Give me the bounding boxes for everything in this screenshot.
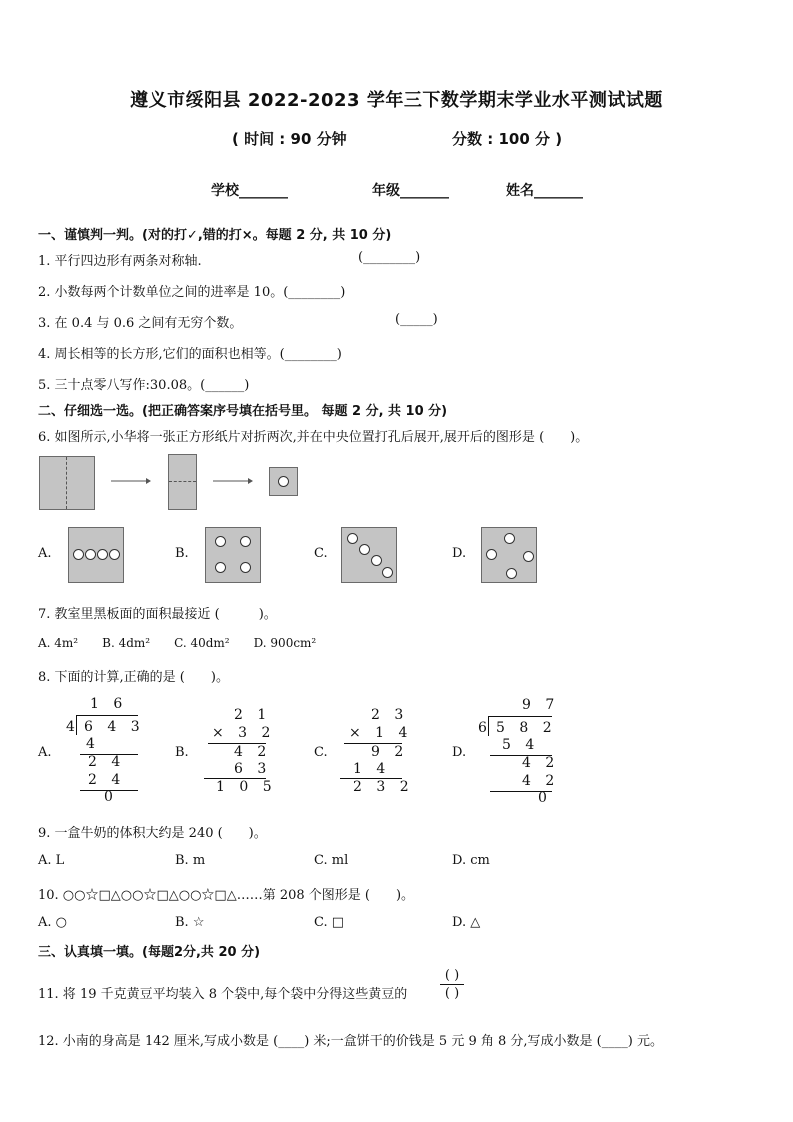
page-title: 遵义市绥阳县 2022-2023 学年三下数学期末学业水平测试试题: [130, 90, 663, 111]
name-field[interactable]: 姓名_______: [506, 183, 583, 199]
section-1-heading: 一、谨慎判一判。(对的打✓,错的打×。每题 2 分, 共 10 分): [38, 228, 392, 243]
grade-field[interactable]: 年级_______: [372, 183, 449, 199]
fraction-numerator[interactable]: ( ): [444, 968, 460, 983]
q6-option-d-figure: [481, 527, 537, 583]
school-field[interactable]: 学校_______: [211, 183, 288, 199]
question-3: 3. 在 0.4 与 0.6 之间有无穷个数。: [38, 316, 243, 331]
exam-score: 分数 : 100 分 ): [452, 130, 563, 148]
question-12: 12. 小南的身高是 142 厘米,写成小数是 (____) 米;一盒饼干的价钱是 5 元 9 角 8 分,写成小数是 (____) 元。: [38, 1034, 663, 1049]
fraction-blank[interactable]: [440, 968, 464, 1001]
q6-option-c[interactable]: C.: [314, 546, 328, 561]
question-1: 1. 平行四边形有两条对称轴.: [38, 254, 202, 269]
fraction-denominator[interactable]: ( ): [444, 986, 460, 1001]
q6-option-d[interactable]: D.: [452, 546, 467, 561]
q10-option-c[interactable]: C. □: [314, 915, 345, 930]
q9-option-c[interactable]: C. ml: [314, 853, 349, 868]
question-7: 7. 教室里黑板面的面积最接近 ( )。: [38, 607, 277, 622]
question-6: 6. 如图所示,小华将一张正方形纸片对折两次,并在中央位置打孔后展开,展开后的图形是 ( )。: [38, 430, 589, 445]
question-4: 4. 周长相等的长方形,它们的面积也相等。(________): [38, 347, 342, 362]
question-5: 5. 三十点零八写作:30.08。(______): [38, 378, 250, 393]
q9-option-d[interactable]: D. cm: [452, 853, 490, 868]
q9-option-b[interactable]: B. m: [175, 853, 206, 868]
arrow-right-icon: [110, 476, 152, 486]
question-8: 8. 下面的计算,正确的是 ( )。: [38, 670, 229, 685]
exam-time: ( 时间 : 90 分钟: [232, 130, 347, 148]
q10-option-d[interactable]: D. △: [452, 915, 481, 930]
q8-option-a[interactable]: A.: [38, 745, 52, 760]
q6-option-b[interactable]: B.: [175, 546, 189, 561]
q9-option-a[interactable]: A. L: [38, 853, 65, 868]
q8-option-b[interactable]: B.: [175, 745, 189, 760]
arrow-right-icon: [212, 476, 254, 486]
folded-once-figure: [168, 454, 197, 510]
question-11: 11. 将 19 千克黄豆平均装入 8 个袋中,每个袋中分得这些黄豆的: [38, 987, 408, 1002]
answer-blank-1[interactable]: (________): [358, 250, 421, 265]
q6-option-a[interactable]: A.: [38, 546, 52, 561]
q6-option-c-figure: [341, 527, 397, 583]
q10-option-a[interactable]: A. ○: [38, 915, 67, 930]
q6-option-b-figure: [205, 527, 261, 583]
square-paper-figure: [39, 456, 95, 510]
folded-twice-figure: [269, 467, 298, 496]
section-3-heading: 三、认真填一填。(每题2分,共 20 分): [38, 945, 261, 960]
q8-option-d[interactable]: D.: [452, 745, 467, 760]
q6-option-a-figure: [68, 527, 124, 583]
question-10: 10. ○○☆□△○○☆□△○○☆□△……第 208 个图形是 ( )。: [38, 888, 415, 903]
question-9: 9. 一盒牛奶的体积大约是 240 ( )。: [38, 826, 267, 841]
q8-option-c[interactable]: C.: [314, 745, 328, 760]
question-2: 2. 小数每两个计数单位之间的进率是 10。(________): [38, 285, 346, 300]
q10-option-b[interactable]: B. ☆: [175, 915, 205, 930]
answer-blank-3[interactable]: (_____): [395, 312, 438, 327]
section-2-heading: 二、仔细选一选。(把正确答案序号填在括号里。 每题 2 分, 共 10 分): [38, 404, 448, 419]
q7-options[interactable]: A. 4m² B. 4dm² C. 40dm² D. 900cm²: [38, 636, 317, 650]
